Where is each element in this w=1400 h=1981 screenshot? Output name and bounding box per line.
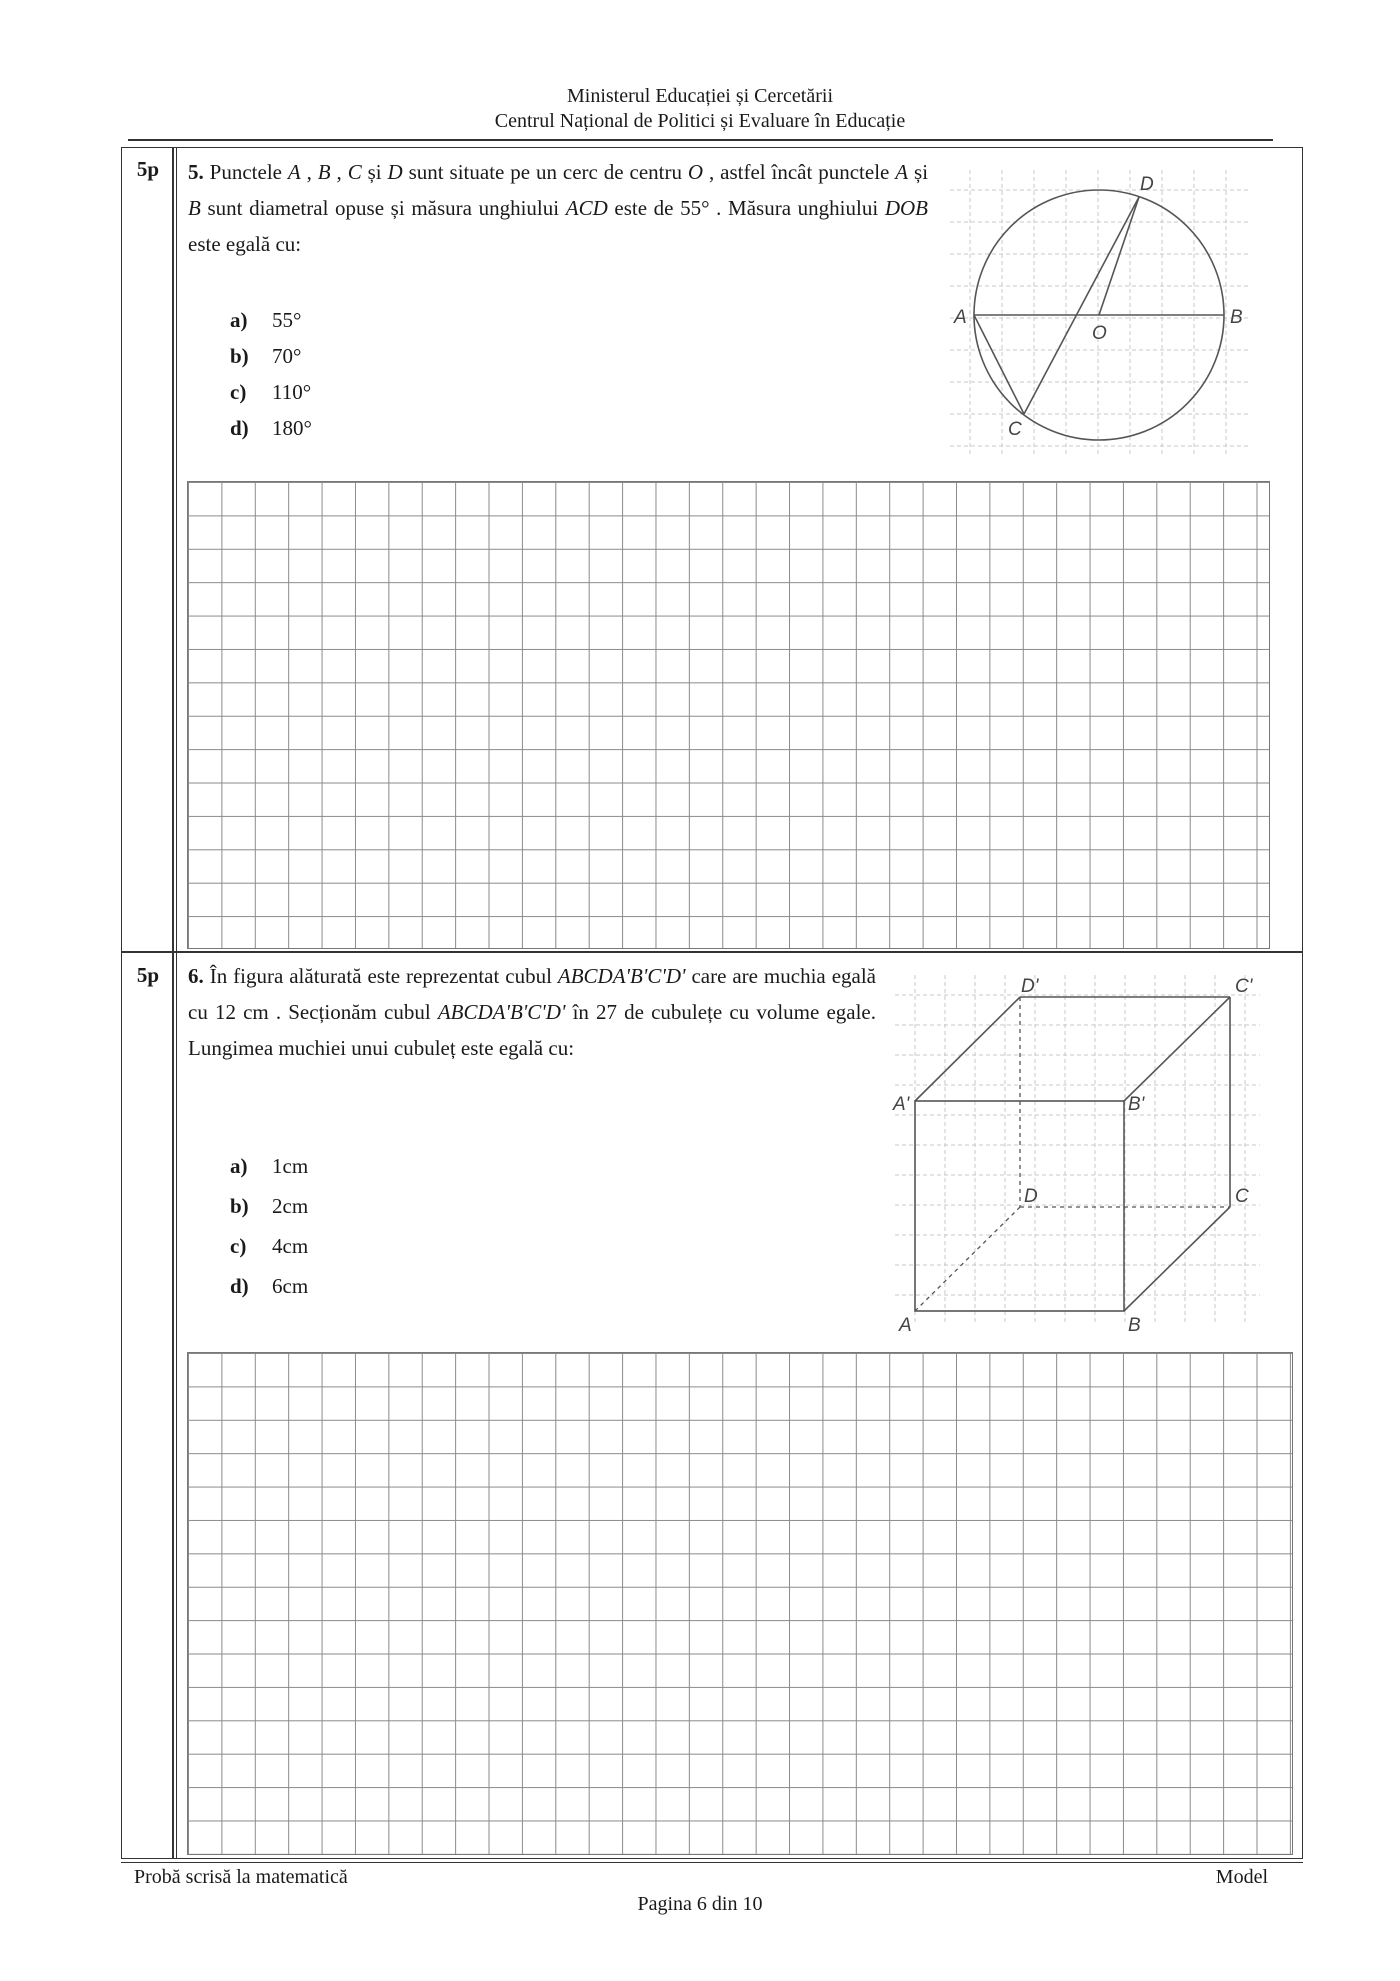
q5-point-b-2: B [188,196,201,220]
q5-text-3: , astfel încât punctele [703,160,896,184]
footer-exam-name: Probă scrisă la matematică [134,1866,348,1888]
q5-option-c[interactable] [230,374,312,410]
q5-option-d-value: 180° [272,416,312,440]
q5-point-b: B [317,160,331,184]
q5-radius-od [1099,197,1139,315]
q5-sep-1: , [300,160,318,184]
q5-label-a: A [954,307,967,328]
q5-option-d-label: d) [230,416,249,440]
q6-option-b[interactable] [230,1186,308,1226]
q6-label-c: C [1235,1186,1249,1207]
q6-text-2: care are muchia egală cu 12 cm . Secționăm cubul [188,964,876,1024]
q6-option-b-label: b) [230,1194,249,1218]
q6-cube-figure [885,965,1265,1335]
q5-chord-cd [1024,197,1139,414]
q5-label-b: B [1230,307,1243,328]
q5-text-1: Punctele [203,160,288,184]
q5-option-d[interactable] [230,410,312,446]
q6-option-c[interactable] [230,1226,308,1266]
footer-page-number: Pagina 6 din 10 [637,1893,763,1915]
header-divider [128,139,1273,141]
q6-label-d: D [1024,1186,1038,1207]
q6-option-c-label: c) [230,1234,247,1258]
q5-chord-ac [974,315,1024,414]
header-ministry: Ministerul Educației și Cercetării [566,85,834,107]
q5-points: 5p [136,157,160,181]
q5-option-a-value: 55° [272,308,302,332]
q6-option-d[interactable] [230,1266,308,1306]
q5-point-a: A [287,160,301,184]
q6-label-b1: B' [1128,1094,1145,1115]
points-column-divider-inner [176,147,177,1859]
q5-text-6: este egală cu: [188,232,302,256]
q5-option-b-label: b) [230,344,249,368]
q5-answer-grid[interactable] [187,481,1270,949]
q6-cube-name-1: ABCDA'B'C'D' [557,964,686,988]
points-column-divider [172,147,174,1859]
q6-cube-name-2: ABCDA'B'C'D' [437,1000,566,1024]
q5-point-c: C [347,160,362,184]
q6-option-a[interactable] [230,1146,308,1186]
q6-number: 6. [188,964,204,988]
q5-point-a-2: A [895,160,909,184]
frame-bottom-rule [121,1862,1303,1863]
q6-option-b-value: 2cm [272,1194,309,1218]
q6-label-a1: A' [893,1094,910,1115]
q6-text-1: În figura alăturată este reprezentat cubul [203,964,558,988]
q5-and-2: și [908,160,929,184]
q5-circle-figure [940,160,1260,460]
q5-label-c: C [1008,419,1022,440]
q5-sep-2: , [330,160,348,184]
q5-angle-dob: DOB [884,196,928,220]
q6-label-a: A [899,1315,912,1335]
q6-answer-grid[interactable] [187,1352,1293,1855]
q5-option-c-value: 110° [272,380,312,404]
q5-text-5: este de 55° . Măsura unghiului [607,196,885,220]
q6-figure-grid [895,975,1260,1325]
q5-number: 5. [188,160,204,184]
q5-label-d: D [1140,174,1154,195]
q6-option-a-value: 1cm [272,1154,309,1178]
q5-point-d: D [387,160,403,184]
q6-option-d-label: d) [230,1274,249,1298]
q5-angle-acd: ACD [565,196,608,220]
q6-option-d-value: 6cm [272,1274,309,1298]
header-center: Centrul Național de Politici și Evaluare în Educație [494,110,906,132]
q6-label-c1: C' [1235,976,1253,997]
q5-option-b-value: 70° [272,344,302,368]
q5-center-o: O [687,160,704,184]
q5-statement [188,154,928,262]
q5-option-b[interactable] [230,338,312,374]
q6-option-a-label: a) [230,1154,248,1178]
q5-text-2: sunt situate pe un cerc de centru [402,160,688,184]
q5-option-a-label: a) [230,308,248,332]
q6-label-b: B [1128,1315,1141,1335]
q6-label-d1: D' [1021,976,1039,997]
q5-and-1: și [361,160,388,184]
q6-text-3: în 27 de cubulețe cu volume egale. Lungimea muchiei unui cubuleț este egală cu: [188,1000,876,1060]
q6-statement [188,958,876,1066]
q6-points: 5p [136,963,160,987]
q6-options [230,1146,308,1306]
q6-option-c-value: 4cm [272,1234,309,1258]
footer-model: Model [1215,1866,1268,1888]
q5-options [230,302,312,446]
q5-option-c-label: c) [230,380,247,404]
q5-option-a[interactable] [230,302,312,338]
q5-label-o: O [1092,323,1107,344]
q5-text-4: sunt diametral opuse și măsura unghiului [200,196,566,220]
question-divider [121,951,1303,953]
